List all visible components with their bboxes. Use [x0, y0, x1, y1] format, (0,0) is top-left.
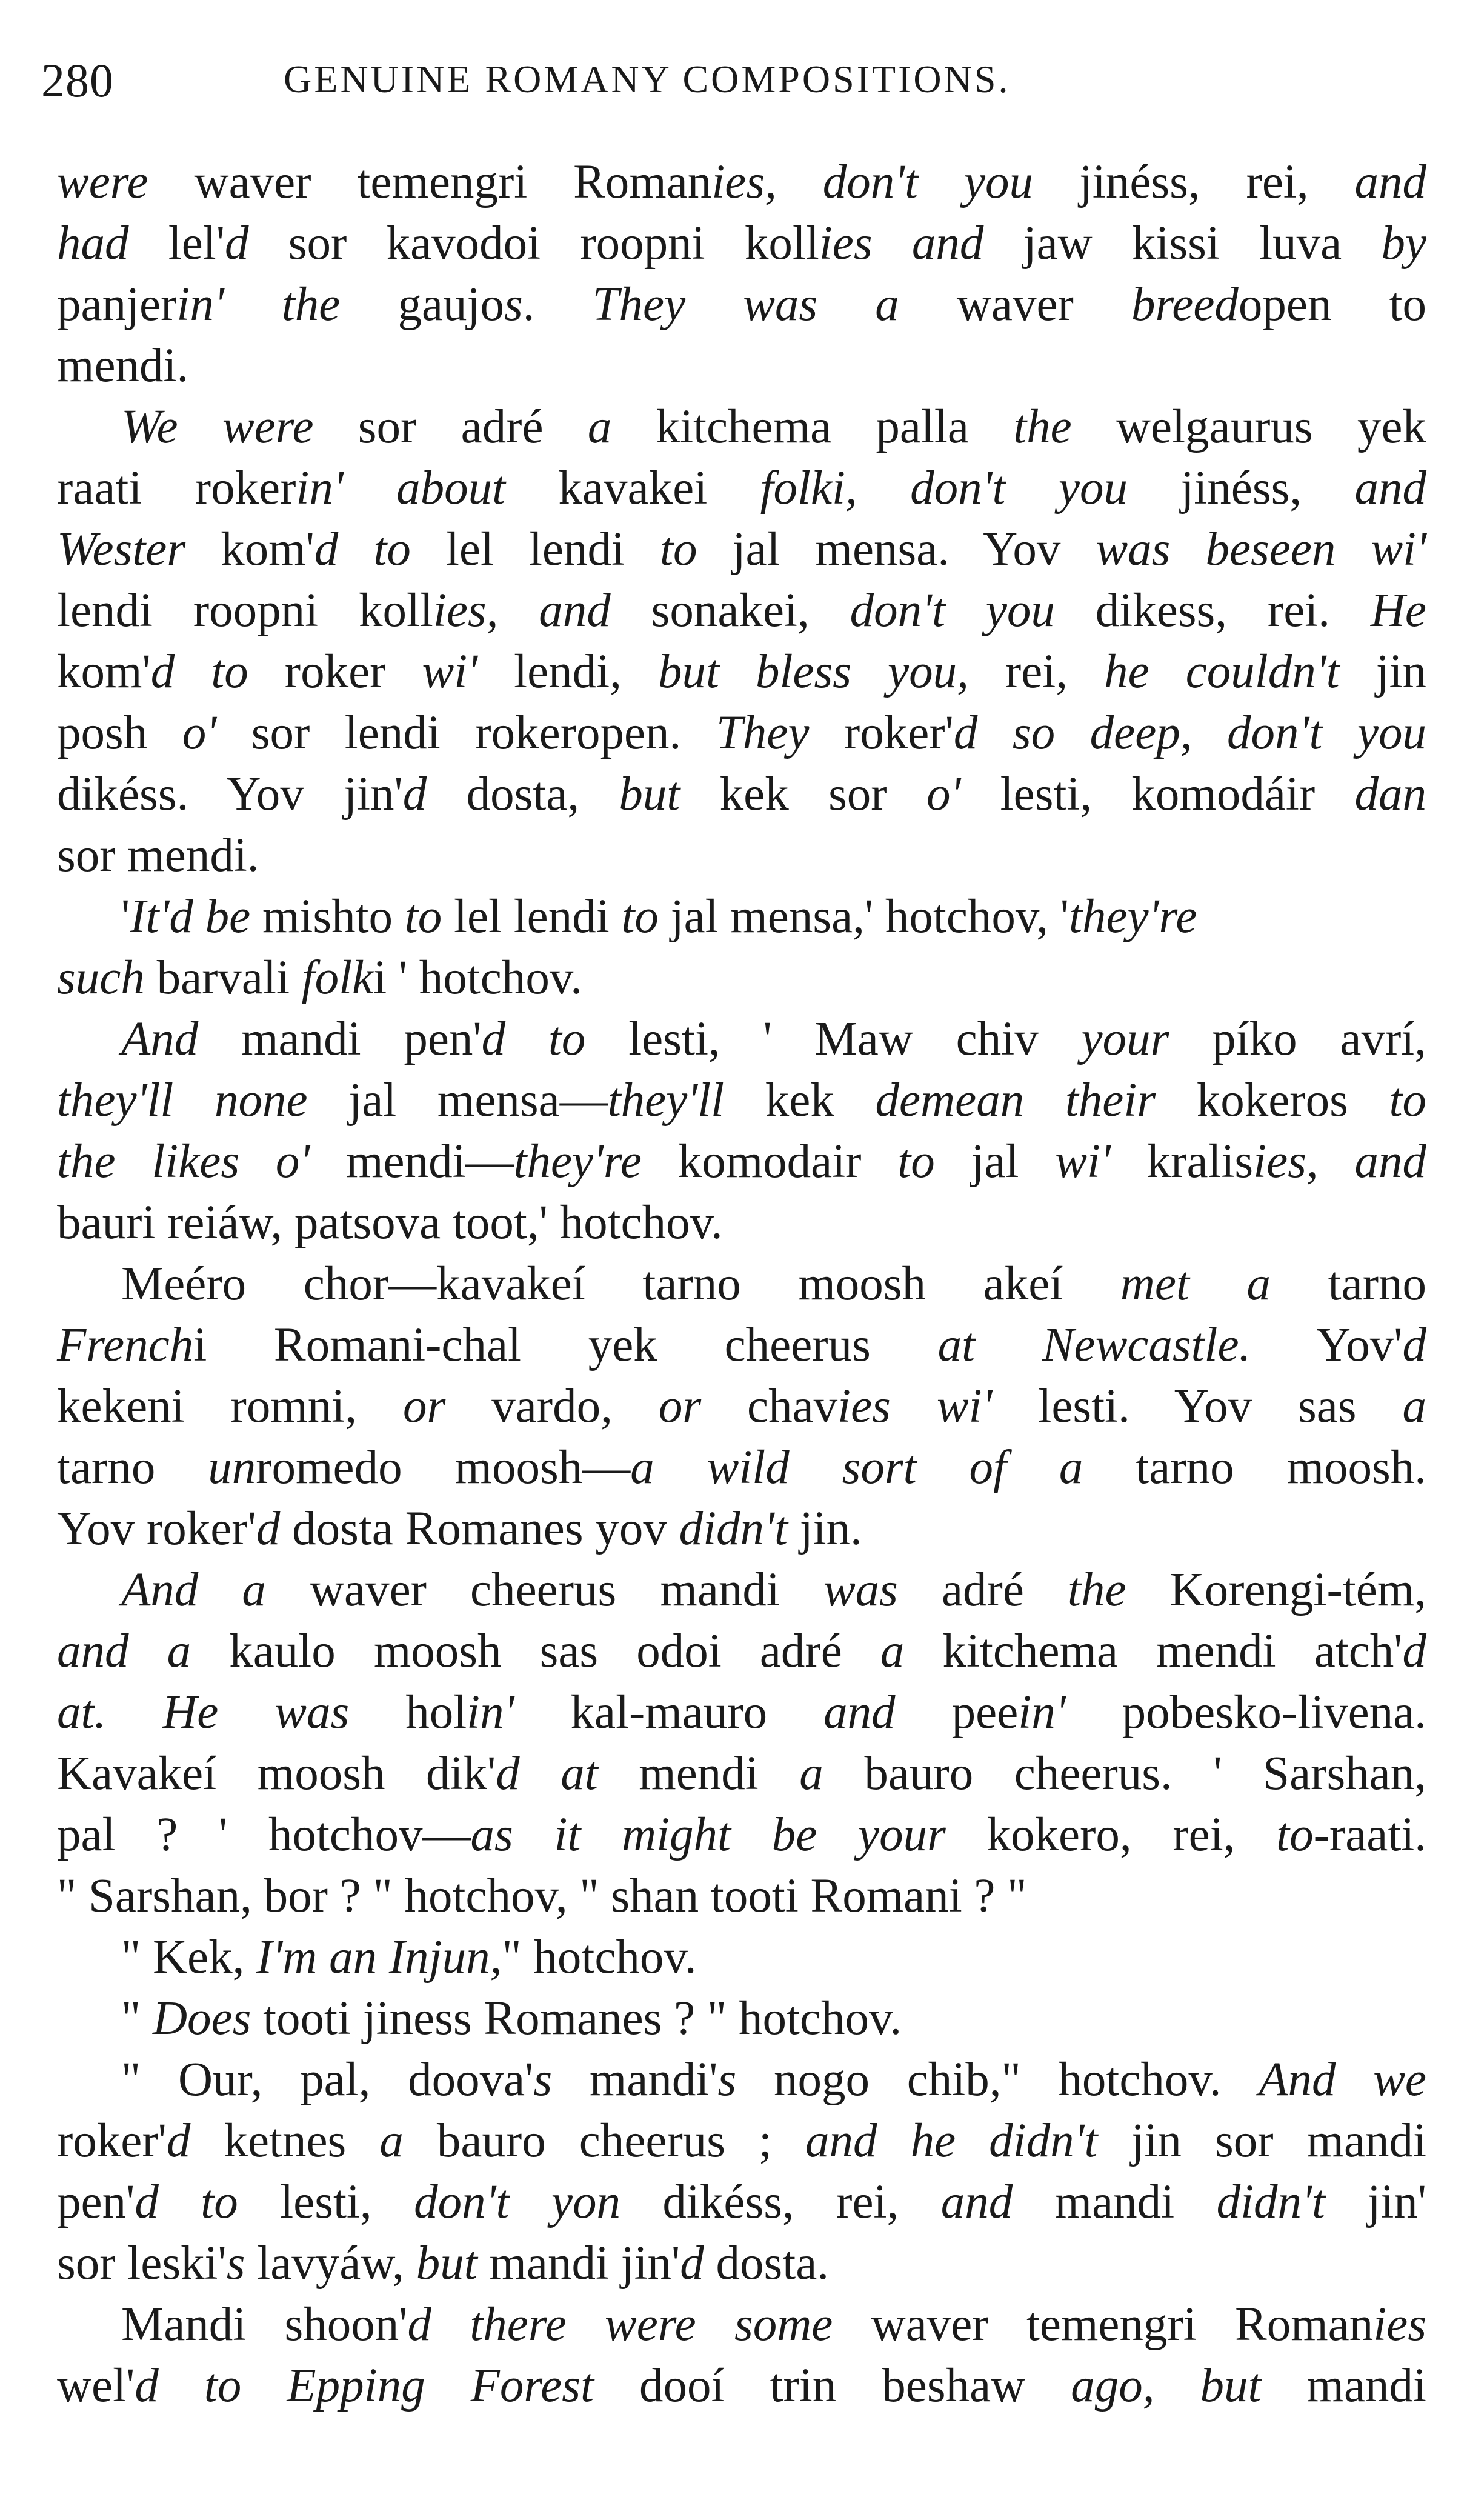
italic-segment: d — [256, 1502, 281, 1555]
text-segment: lel lendi — [442, 890, 622, 943]
text-segment: posh — [57, 707, 182, 759]
text-segment: kom' — [185, 523, 314, 576]
text-line — [57, 2233, 1426, 2294]
text-segment: lesti. Yov sas — [992, 1380, 1403, 1433]
italic-segment: at. He was — [57, 1686, 350, 1739]
text-line — [57, 335, 1426, 396]
italic-segment: ies, — [711, 156, 777, 208]
italic-segment: don't yon — [414, 2176, 620, 2228]
text-segment: sor kavodoi roopni koll — [248, 217, 819, 270]
text-segment: dooí trin beshaw — [593, 2359, 1071, 2412]
italic-segment: He — [1370, 584, 1426, 637]
italic-segment: to — [621, 890, 659, 943]
italic-segment: and — [1354, 462, 1426, 515]
italic-segment: ago, but — [1071, 2359, 1262, 2412]
text-segment: kitchema palla — [611, 401, 1014, 453]
italic-segment: They was a — [592, 278, 899, 331]
italic-segment: wi' — [422, 645, 478, 698]
text-segment: kom' — [57, 645, 151, 698]
text-line — [57, 1927, 1426, 1988]
italic-segment: met a — [1120, 1258, 1271, 1310]
text-segment: jal mensa. Yov — [697, 523, 1096, 576]
italic-segment: d to — [150, 645, 248, 698]
text-segment: kal-mauro — [514, 1686, 824, 1739]
text-segment: lesti, komodáir — [960, 768, 1355, 821]
text-segment: " hotchov. — [502, 1931, 697, 1984]
text-segment: mandi — [1261, 2359, 1426, 2412]
italic-segment: s — [717, 2053, 737, 2106]
text-segment: mandi pen' — [198, 1013, 482, 1065]
italic-segment: d so deep, don't you — [953, 707, 1426, 759]
italic-segment: or — [658, 1380, 702, 1433]
text-segment: nogo chib," hotchov. — [736, 2053, 1259, 2106]
italic-segment: ies — [1373, 2298, 1426, 2351]
text-segment: kek sor — [680, 768, 926, 821]
text-segment: wel' — [57, 2359, 135, 2412]
italic-segment: d to — [135, 2176, 238, 2228]
text-segment: waver temengri Roman — [833, 2298, 1374, 2351]
text-segment — [777, 156, 823, 208]
italic-segment: d to — [481, 1013, 586, 1065]
text-segment: jin sor mandi — [1097, 2115, 1427, 2167]
text-segment: . — [522, 278, 593, 331]
text-segment: lel' — [128, 217, 225, 270]
page-number: 280 — [41, 54, 114, 107]
text-segment: jaw kissi luva — [983, 217, 1382, 270]
italic-segment: a — [1402, 1380, 1426, 1433]
text-segment: kaulo moosh sas odoi adré — [191, 1625, 880, 1678]
text-segment: pal ? ' hotchov— — [57, 1808, 471, 1861]
text-segment: welgaurus yek — [1071, 401, 1426, 453]
text-segment: rei, — [968, 645, 1105, 698]
italic-segment: to — [897, 1135, 935, 1188]
text-segment: lendi roopni koll — [57, 584, 433, 637]
italic-segment: to — [404, 890, 442, 943]
italic-segment: or — [402, 1380, 446, 1433]
text-segment: Yov roker' — [57, 1502, 256, 1555]
text-segment: lavyáw, — [245, 2237, 416, 2290]
italic-segment: such — [57, 952, 145, 1004]
italic-segment: d — [1402, 1319, 1426, 1372]
text-segment: bauri reiáw, patsova toot,' hotchov. — [57, 1196, 723, 1249]
italic-segment: the likes o' — [57, 1135, 310, 1188]
italic-segment: d — [402, 768, 427, 821]
italic-segment: they'll — [607, 1074, 725, 1127]
italic-segment: a — [379, 2115, 404, 2167]
italic-segment: d to Epping Forest — [135, 2359, 594, 2412]
text-segment: pobesko-livena. — [1065, 1686, 1427, 1739]
text-segment: i Romani-chal yek cheerus — [193, 1319, 938, 1372]
text-segment: chav — [701, 1380, 838, 1433]
italic-segment: ies and — [819, 217, 984, 270]
text-segment: gaujo — [340, 278, 504, 331]
text-line — [57, 1559, 1426, 1621]
italic-segment: d — [224, 217, 249, 270]
text-line — [57, 2049, 1426, 2110]
italic-segment: breed — [1131, 278, 1239, 331]
italic-segment: folk — [301, 952, 374, 1004]
italic-segment: but — [619, 768, 680, 821]
italic-segment: Wester — [57, 523, 186, 576]
text-line — [57, 1070, 1426, 1131]
text-segment: mandi jin' — [477, 2237, 680, 2290]
italic-segment: didn't — [679, 1502, 788, 1555]
italic-segment: had — [57, 217, 129, 270]
text-segment: mendi— — [310, 1135, 514, 1188]
text-segment: dikess, rei. — [1054, 584, 1371, 637]
italic-segment: a — [880, 1625, 905, 1678]
text-line — [57, 274, 1426, 335]
italic-segment: was beseen wi' — [1096, 523, 1426, 576]
italic-segment: un — [208, 1441, 256, 1494]
italic-segment: your — [1081, 1013, 1169, 1065]
text-line — [57, 152, 1426, 213]
italic-segment: to — [660, 523, 697, 576]
text-segment: sonakei, — [610, 584, 850, 637]
text-line — [57, 1682, 1426, 1743]
text-segment: lesti, — [238, 2176, 414, 2228]
text-line — [57, 2172, 1426, 2233]
italic-segment: And we — [1259, 2053, 1426, 2106]
italic-segment: ies, and — [1253, 1135, 1426, 1188]
italic-segment: they're — [1069, 890, 1197, 943]
text-segment: i ' hotchov. — [373, 952, 582, 1004]
italic-segment: d at — [496, 1747, 598, 1800]
page-header — [41, 53, 1435, 120]
text-segment: roker' — [57, 2115, 167, 2167]
text-segment: jinéss, rei, — [1033, 156, 1355, 208]
italic-segment: and a — [57, 1625, 191, 1678]
italic-segment: We were — [121, 401, 314, 453]
italic-segment: to — [1276, 1808, 1314, 1861]
italic-segment: and — [940, 2176, 1013, 2228]
italic-segment: as it might be your — [470, 1808, 946, 1861]
italic-segment: d — [680, 2237, 704, 2290]
italic-segment: and — [823, 1686, 896, 1739]
italic-segment: but — [416, 2237, 477, 2290]
italic-segment: they're — [513, 1135, 642, 1188]
text-line — [57, 1743, 1426, 1804]
text-segment: kek — [724, 1074, 876, 1127]
text-segment: mendi. — [57, 339, 189, 392]
text-segment: " Kek, — [121, 1931, 257, 1984]
text-segment: roker — [248, 645, 422, 698]
text-line — [57, 1376, 1426, 1437]
italic-segment: ies, and — [433, 584, 611, 637]
text-segment: romedo moosh— — [256, 1441, 631, 1494]
italic-segment: a — [587, 401, 612, 453]
italic-segment: a wild sort of a — [630, 1441, 1083, 1494]
text-line — [57, 1192, 1426, 1253]
text-segment: " Sarshan, bor ? " hotchov, " shan tooti Romani ? " — [57, 1870, 1027, 1922]
text-segment: mandi' — [552, 2053, 718, 2106]
italic-segment: d to — [314, 523, 411, 576]
text-segment: jin. — [787, 1502, 862, 1555]
text-segment: bauro cheerus ; — [403, 2115, 806, 2167]
text-segment: barvali — [144, 952, 302, 1004]
italic-segment: in' the — [176, 278, 341, 331]
text-line — [57, 1498, 1426, 1559]
text-segment: dosta, — [427, 768, 619, 821]
italic-segment: ies wi' — [837, 1380, 993, 1433]
text-segment: sor lendi rokeropen. — [216, 707, 716, 759]
italic-segment: Does — [153, 1992, 251, 2045]
text-segment: dosta Romanes yov — [280, 1502, 679, 1555]
text-segment: panjer — [57, 278, 177, 331]
text-segment: Meéro chor—kavakeí tarno moosh akeí — [121, 1258, 1120, 1310]
italic-segment: o' — [926, 768, 961, 821]
text-segment: adré — [897, 1564, 1068, 1616]
italic-segment: o' — [182, 707, 217, 759]
text-segment: Korengi-tém, — [1126, 1564, 1426, 1616]
italic-segment: It'd be — [130, 890, 251, 943]
text-segment: lesti, ' Maw chiv — [585, 1013, 1082, 1065]
italic-segment: was — [823, 1564, 898, 1616]
text-segment: píko avrí, — [1169, 1013, 1426, 1065]
italic-segment: and — [1354, 156, 1426, 208]
text-segment: kavakei — [505, 462, 760, 515]
italic-segment: wi' — [1055, 1135, 1111, 1188]
text-segment: waver cheerus mandi — [265, 1564, 823, 1616]
italic-segment: he couldn't — [1104, 645, 1340, 698]
italic-segment: didn't — [1216, 2176, 1325, 2228]
text-line — [57, 1865, 1426, 1927]
text-line — [57, 2355, 1426, 2416]
text-segment: -raati. — [1313, 1808, 1426, 1861]
text-segment: waver temengri Roman — [148, 156, 712, 208]
text-segment: " Our, pal, doova' — [121, 2053, 534, 2106]
text-segment: raati roker — [57, 462, 296, 515]
italic-segment: but bless you, — [657, 645, 969, 698]
italic-segment: in' about — [296, 462, 506, 515]
italic-segment: don't you — [822, 156, 1034, 208]
text-line — [57, 1621, 1426, 1682]
text-segment: ' — [121, 890, 130, 943]
text-segment: jinéss, — [1127, 462, 1355, 515]
text-line — [57, 213, 1426, 274]
italic-segment: s — [504, 278, 523, 331]
text-line — [57, 825, 1426, 886]
italic-segment: dan — [1354, 768, 1426, 821]
text-segment: open to — [1238, 278, 1427, 331]
text-segment: dikéss. Yov jin' — [57, 768, 403, 821]
italic-segment: s — [226, 2237, 245, 2290]
text-segment: mishto — [250, 890, 405, 943]
text-segment: " — [121, 1992, 153, 2045]
text-line — [57, 1008, 1426, 1070]
italic-segment: I'm an Injun, — [256, 1931, 502, 1984]
text-segment: Mandi shoon' — [121, 2298, 408, 2351]
text-segment: waver — [899, 278, 1131, 331]
text-segment: dosta. — [704, 2237, 830, 2290]
italic-segment: And — [121, 1013, 199, 1065]
italic-segment: in' — [467, 1686, 514, 1739]
italic-segment: in' — [1018, 1686, 1066, 1739]
body-text — [57, 152, 1426, 2416]
running-title: GENUINE ROMANY COMPOSITIONS. — [284, 58, 1011, 101]
italic-segment: French — [57, 1319, 194, 1372]
text-line — [57, 519, 1426, 580]
text-line — [57, 396, 1426, 458]
text-segment: kitchema mendi atch' — [904, 1625, 1403, 1678]
italic-segment: folki, don't you — [760, 462, 1128, 515]
text-segment: dikéss, rei, — [620, 2176, 941, 2228]
text-segment: sor leski' — [57, 2237, 227, 2290]
italic-segment: the — [1013, 401, 1072, 453]
text-segment: pee — [895, 1686, 1019, 1739]
text-line — [57, 886, 1426, 947]
italic-segment: the — [1068, 1564, 1126, 1616]
text-line — [57, 458, 1426, 519]
text-line — [57, 1804, 1426, 1865]
italic-segment: by — [1381, 217, 1427, 270]
text-segment: Yov' — [1251, 1319, 1403, 1372]
text-segment: kekeni romni, — [57, 1380, 403, 1433]
text-segment: jal mensa,' hotchov, ' — [658, 890, 1069, 943]
text-segment: Kavakeí moosh dik' — [57, 1747, 496, 1800]
text-segment: jal — [934, 1135, 1056, 1188]
text-line — [57, 947, 1426, 1008]
text-line — [57, 1988, 1426, 2049]
text-segment: mendi — [597, 1747, 800, 1800]
italic-segment: were — [57, 156, 148, 208]
italic-segment: d — [166, 2115, 191, 2167]
text-line — [57, 2110, 1426, 2172]
text-line — [57, 1131, 1426, 1192]
italic-segment: they'll none — [57, 1074, 308, 1127]
text-segment: sor adré — [313, 401, 588, 453]
text-segment: ketnes — [190, 2115, 380, 2167]
italic-segment: d — [1402, 1625, 1427, 1678]
italic-segment: They — [716, 707, 810, 759]
text-segment: jin' — [1325, 2176, 1427, 2228]
text-line — [57, 702, 1426, 764]
italic-segment: demean their — [875, 1074, 1156, 1127]
text-line — [57, 764, 1426, 825]
italic-segment: And a — [121, 1564, 266, 1616]
text-segment: sor mendi. — [57, 829, 259, 882]
text-line — [57, 580, 1426, 641]
italic-segment: to — [1389, 1074, 1426, 1127]
text-segment: kokero, rei, — [945, 1808, 1277, 1861]
text-segment: tarno — [1271, 1258, 1426, 1310]
italic-segment: at Newcastle. — [937, 1319, 1251, 1372]
italic-segment: a — [799, 1747, 823, 1800]
text-segment: kralis — [1110, 1135, 1254, 1188]
text-segment: vardo, — [445, 1380, 659, 1433]
italic-segment: d there were some — [407, 2298, 833, 2351]
text-segment: jin — [1339, 645, 1427, 698]
text-segment: lendi, — [477, 645, 658, 698]
text-segment: kokeros — [1156, 1074, 1389, 1127]
text-line — [57, 1315, 1426, 1376]
italic-segment: don't you — [850, 584, 1055, 637]
text-segment: mandi — [1013, 2176, 1217, 2228]
text-segment: lel lendi — [410, 523, 660, 576]
text-segment: komodair — [641, 1135, 898, 1188]
text-segment: tarno moosh. — [1083, 1441, 1427, 1494]
text-segment: pen' — [57, 2176, 135, 2228]
text-segment: bauro cheerus. ' Sarshan, — [823, 1747, 1426, 1800]
text-line — [57, 2294, 1426, 2355]
text-segment: jal mensa— — [307, 1074, 608, 1127]
text-segment: tarno — [57, 1441, 208, 1494]
text-segment: tooti jiness Romanes ? " hotchov. — [251, 1992, 902, 2045]
text-segment: hol — [349, 1686, 467, 1739]
italic-segment: and he didn't — [805, 2115, 1098, 2167]
text-segment: roker' — [809, 707, 954, 759]
text-line — [57, 1253, 1426, 1315]
text-line — [57, 1437, 1426, 1498]
italic-segment: s — [533, 2053, 553, 2106]
text-line — [57, 641, 1426, 702]
